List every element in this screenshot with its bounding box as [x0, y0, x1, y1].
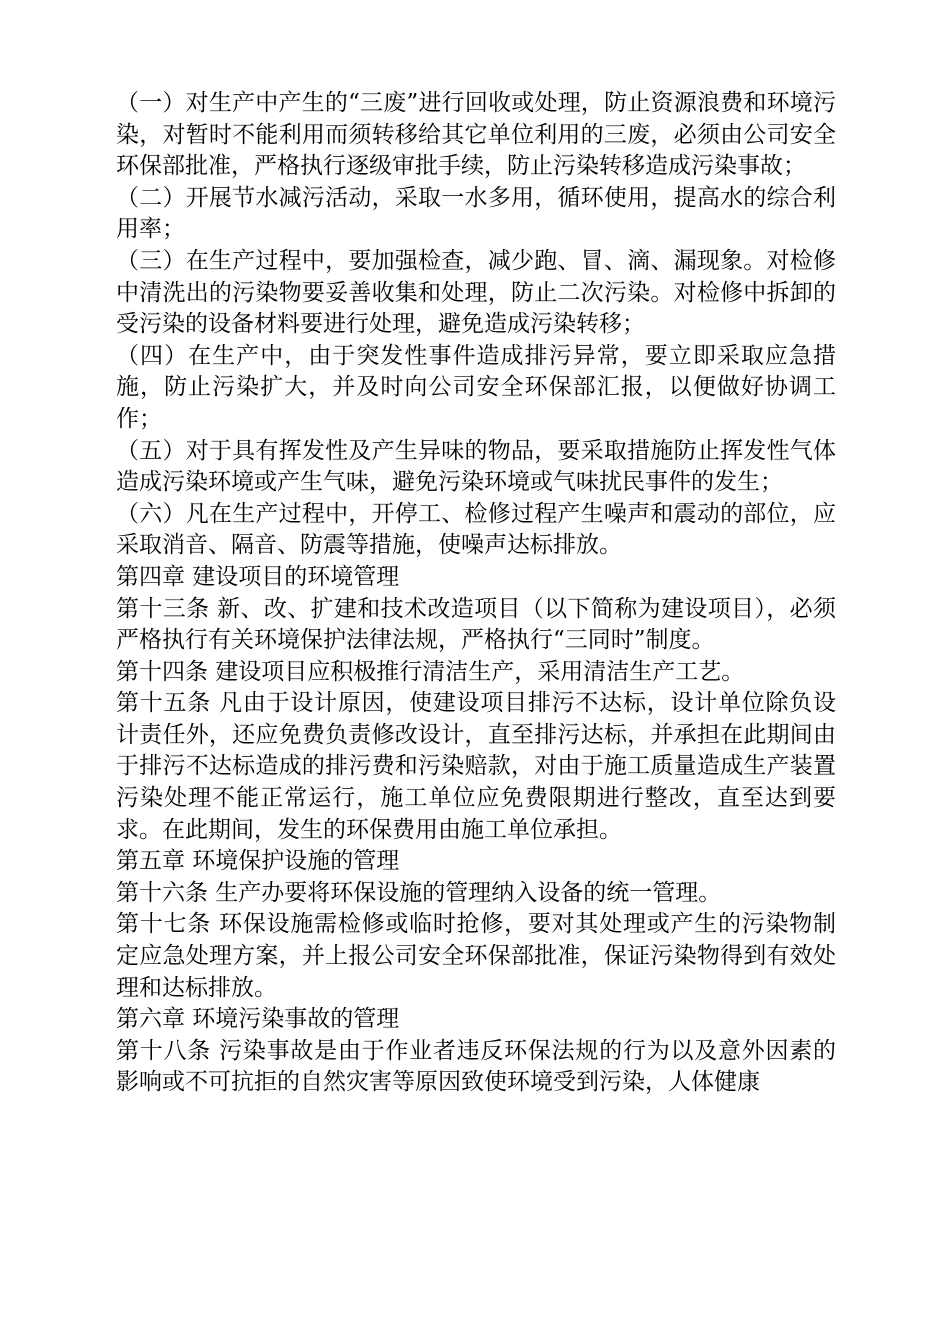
clause-5: （五）对于具有挥发性及产生异味的物品，要采取措施防止挥发性气体造成污染环境或产生气味，避免污染环境或气味扰民事件的发生；	[116, 437, 836, 496]
clause-6: （六）凡在生产过程中，开停工、检修过程产生噪声和震动的部位，应采取消音、隔音、防震等措施，使噪声达标排放。	[116, 500, 836, 559]
clause-3: （三）在生产过程中，要加强检查，减少跑、冒、滴、漏现象。对检修中清洗出的污染物要妥善收集和处理，防止二次污染。对检修中拆卸的受污染的设备材料要进行处理，避免造成污染转移；	[116, 247, 836, 338]
article-17: 第十七条 环保设施需检修或临时抢修，要对其处理或产生的污染物制定应急处理方案，并上报公司安全环保部批准，保证污染物得到有效处理和达标排放。	[116, 911, 836, 1001]
chapter-6-heading: 第六章 环境污染事故的管理	[116, 1006, 400, 1033]
clause-1: （一）对生产中产生的“三废”进行回收或处理，防止资源浪费和环境污染，对暂时不能利用而须转移给其它单位利用的三废，必须由公司安全环保部批准，严格执行逐级审批手续，防止污染转移造成污染事故；	[116, 90, 836, 180]
article-16: 第十六条 生产办要将环保设施的管理纳入设备的统一管理。	[116, 879, 722, 906]
chapter-5-heading: 第五章 环境保护设施的管理	[116, 848, 400, 875]
clause-2: （二）开展节水减污活动，采取一水多用，循环使用，提高水的综合利用率；	[116, 184, 836, 243]
document-body	[116, 88, 836, 1099]
article-18: 第十八条 污染事故是由于作业者违反环保法规的行为以及意外因素的影响或不可抗拒的自然灾害等原因致使环境受到污染，人体健康	[116, 1037, 836, 1096]
article-14: 第十四条 建设项目应积极推行清洁生产，采用清洁生产工艺。	[116, 658, 745, 685]
article-13: 第十三条 新、改、扩建和技术改造项目（以下简称为建设项目），必须严格执行有关环境保护法律法规，严格执行“三同时”制度。	[116, 595, 836, 654]
clause-4: （四）在生产中，由于突发性事件造成排污异常，要立即采取应急措施，防止污染扩大，并及时向公司安全环保部汇报，以便做好协调工作；	[116, 342, 836, 432]
chapter-4-heading: 第四章 建设项目的环境管理	[116, 563, 400, 590]
article-15: 第十五条 凡由于设计原因，使建设项目排污不达标，设计单位除负设计责任外，还应免费负责修改设计，直至排污达标，并承担在此期间由于排污不达标造成的排污费和污染赔款，对由于施工质量造成生产装置污染处理不能正常运行，施工单位应免费限期进行整改，直至达到要求。在此期间，发生的环保费用由施工单位承担。	[116, 690, 836, 843]
